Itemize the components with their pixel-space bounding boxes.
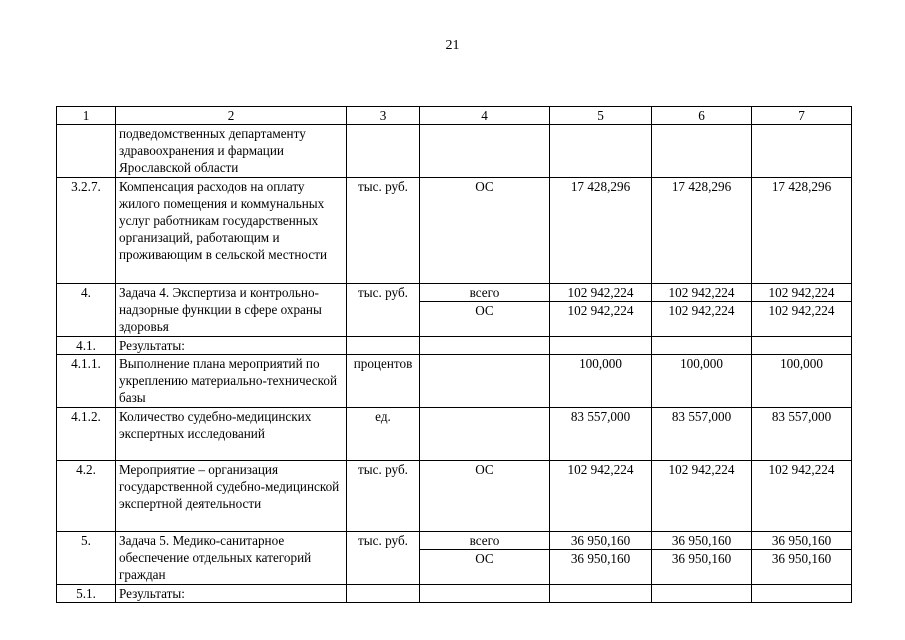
row-number: 4.1.1. <box>57 355 116 408</box>
table-row <box>57 585 852 603</box>
table-row <box>57 284 852 302</box>
value-col5: 102 942,224 <box>550 461 652 532</box>
row-source: ОС <box>420 302 550 337</box>
value-col6: 102 942,224 <box>652 461 752 532</box>
header-cell: 1 <box>57 107 116 125</box>
header-cell: 4 <box>420 107 550 125</box>
value-col6: 36 950,160 <box>652 550 752 585</box>
row-number <box>57 125 116 178</box>
header-cell: 6 <box>652 107 752 125</box>
table-row <box>57 408 852 461</box>
value-col5: 100,000 <box>550 355 652 408</box>
row-name: Количество судебно-медицинских экспертных исследований <box>116 408 347 461</box>
header-cell: 3 <box>347 107 420 125</box>
row-number: 4.1.2. <box>57 408 116 461</box>
row-unit: процентов <box>347 355 420 408</box>
row-name: Результаты: <box>116 585 347 603</box>
value-col5: 36 950,160 <box>550 550 652 585</box>
row-number: 3.2.7. <box>57 178 116 284</box>
row-number: 5. <box>57 532 116 585</box>
header-cell: 7 <box>752 107 852 125</box>
row-name: Задача 5. Медико-санитарное обеспечение отдельных категорий граждан <box>116 532 347 585</box>
row-number: 4. <box>57 284 116 337</box>
value-col7: 36 950,160 <box>752 532 852 550</box>
table-row <box>57 355 852 408</box>
program-table <box>56 106 852 603</box>
row-unit: тыс. руб. <box>347 461 420 532</box>
value-col6: 102 942,224 <box>652 284 752 302</box>
table-row <box>57 125 852 178</box>
row-source: ОС <box>420 461 550 532</box>
page-number: 21 <box>445 38 460 53</box>
row-unit: тыс. руб. <box>347 284 420 337</box>
row-name: подведомственных департаменту здравоохранения и фармации Ярославской области <box>116 125 347 178</box>
row-source: ОС <box>420 550 550 585</box>
row-unit: ед. <box>347 408 420 461</box>
header-cell: 2 <box>116 107 347 125</box>
row-name: Компенсация расходов на оплату жилого помещения и коммунальных услуг работникам государственных организаций, работающим и проживающим в сельской местности <box>116 178 347 284</box>
value-col7: 102 942,224 <box>752 284 852 302</box>
row-number: 4.1. <box>57 337 116 355</box>
row-number: 4.2. <box>57 461 116 532</box>
row-name: Задача 4. Экспертиза и контрольно-надзорные функции в сфере охраны здоровья <box>116 284 347 337</box>
value-col5: 36 950,160 <box>550 532 652 550</box>
row-name: Мероприятие – организация государственной судебно-медицинской экспертной деятельности <box>116 461 347 532</box>
value-col7: 100,000 <box>752 355 852 408</box>
value-col5: 102 942,224 <box>550 302 652 337</box>
value-col6: 100,000 <box>652 355 752 408</box>
row-source: всего <box>420 532 550 550</box>
table-row <box>57 461 852 532</box>
table-row <box>57 532 852 550</box>
value-col6: 83 557,000 <box>652 408 752 461</box>
value-col7: 83 557,000 <box>752 408 852 461</box>
table-row <box>57 337 852 355</box>
value-col6: 17 428,296 <box>652 178 752 284</box>
value-col6: 102 942,224 <box>652 302 752 337</box>
table-row <box>57 178 852 284</box>
value-col7: 102 942,224 <box>752 302 852 337</box>
header-cell: 5 <box>550 107 652 125</box>
header-row <box>57 107 852 125</box>
value-col7: 102 942,224 <box>752 461 852 532</box>
row-unit: тыс. руб. <box>347 532 420 585</box>
row-number: 5.1. <box>57 585 116 603</box>
row-unit: тыс. руб. <box>347 178 420 284</box>
row-source: ОС <box>420 178 550 284</box>
row-name: Результаты: <box>116 337 347 355</box>
row-source: всего <box>420 284 550 302</box>
value-col7: 36 950,160 <box>752 550 852 585</box>
value-col6: 36 950,160 <box>652 532 752 550</box>
value-col7: 17 428,296 <box>752 178 852 284</box>
value-col5: 83 557,000 <box>550 408 652 461</box>
value-col5: 102 942,224 <box>550 284 652 302</box>
row-name: Выполнение плана мероприятий по укреплению материально-технической базы <box>116 355 347 408</box>
value-col5: 17 428,296 <box>550 178 652 284</box>
